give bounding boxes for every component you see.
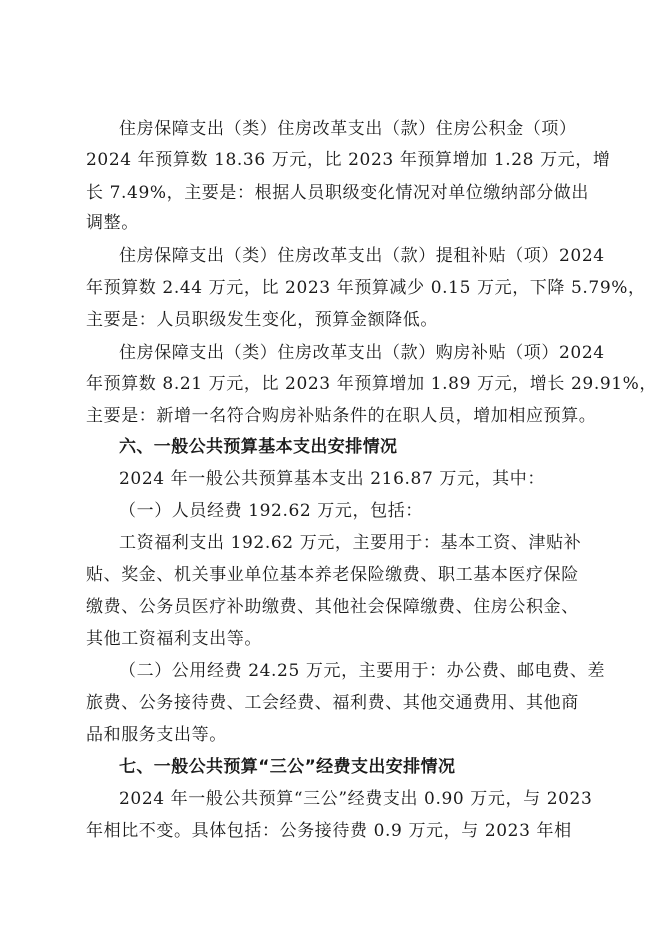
paragraph-line: 缴费、公务员医疗补助缴费、其他社会保障缴费、住房公积金、 xyxy=(86,597,579,617)
paragraph-line: 其他工资福利支出等。 xyxy=(86,629,262,649)
section-heading: 六、一般公共预算基本支出安排情况 xyxy=(119,437,398,457)
paragraph-line: 旅费、公务接待费、工会经费、福利费、其他交通费用、其他商 xyxy=(86,693,579,713)
paragraph-line: 住房保障支出（类）住房改革支出（款）购房补贴（项）2024 xyxy=(119,343,605,363)
paragraph-line: （一）人员经费 192.62 万元，包括： xyxy=(119,501,423,521)
paragraph-line: 住房保障支出（类）住房改革支出（款）住房公积金（项） xyxy=(119,119,577,139)
paragraph-line: 住房保障支出（类）住房改革支出（款）提租补贴（项）2024 xyxy=(119,246,605,266)
paragraph-line: 2024 年一般公共预算基本支出 216.87 万元，其中： xyxy=(119,469,545,489)
paragraph-line: 调整。 xyxy=(86,213,139,233)
paragraph-line: 贴、奖金、机关事业单位基本养老保险缴费、职工基本医疗保险 xyxy=(86,565,579,585)
paragraph-line: 主要是：新增一名符合购房补贴条件的在职人员，增加相应预算。 xyxy=(86,406,597,426)
paragraph-line: 2024 年一般公共预算“三公”经费支出 0.90 万元，与 2023 xyxy=(119,789,593,809)
paragraph-line: 主要是：人员职级发生变化，预算金额降低。 xyxy=(86,310,438,330)
paragraph-line: 2024 年预算数 18.36 万元，比 2023 年预算增加 1.28 万元，增 xyxy=(86,150,611,170)
paragraph-line: 长 7.49%，主要是：根据人员职级变化情况对单位缴纳部分做出 xyxy=(86,183,590,203)
section-heading: 七、一般公共预算“三公”经费支出安排情况 xyxy=(119,757,456,777)
paragraph-line: （二）公用经费 24.25 万元，主要用于：办公费、邮电费、差 xyxy=(119,661,606,681)
paragraph-line: 工资福利支出 192.62 万元，主要用于：基本工资、津贴补 xyxy=(119,533,582,553)
paragraph-line: 品和服务支出等。 xyxy=(86,725,227,745)
paragraph-line: 年预算数 2.44 万元，比 2023 年预算减少 0.15 万元，下降 5.79%， xyxy=(86,278,646,298)
paragraph-line: 年相比不变。具体包括：公务接待费 0.9 万元，与 2023 年相 xyxy=(86,821,572,841)
paragraph-line: 年预算数 8.21 万元，比 2023 年预算增加 1.89 万元，增长 29.91%， xyxy=(86,374,658,394)
